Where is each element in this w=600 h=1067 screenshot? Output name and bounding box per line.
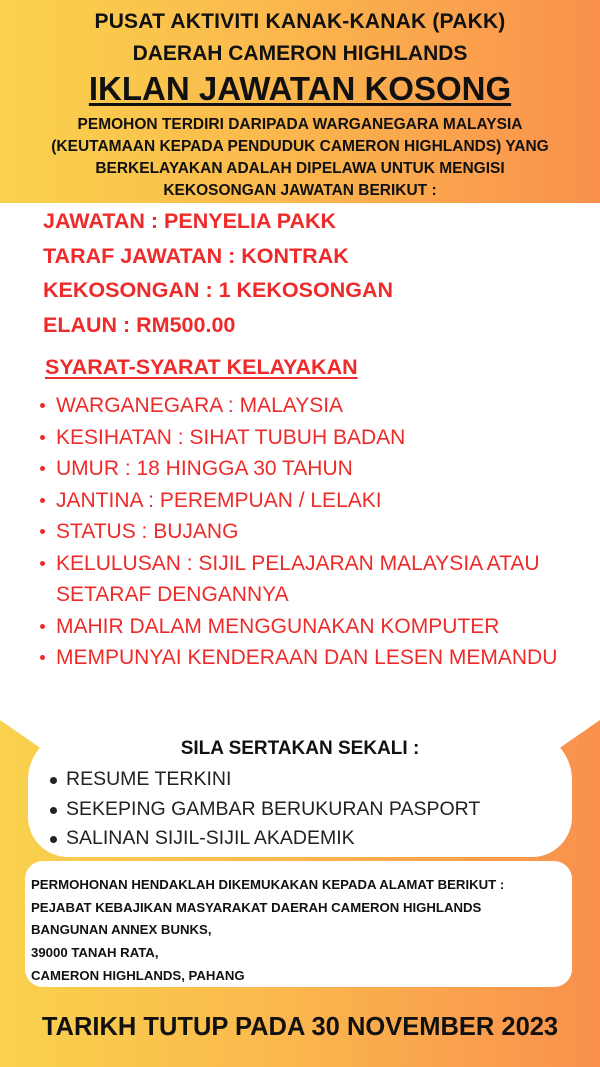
requirement-item: JANTINA : PEREMPUAN / LELAKI <box>40 485 585 517</box>
address-line: PEJABAT KEBAJIKAN MASYARAKAT DAERAH CAMERON HIGHLANDS <box>31 899 482 915</box>
bullet-icon <box>50 836 57 843</box>
requirement-item: KELULUSAN : SIJIL PELAJARAN MALAYSIA ATAU SETARAF DENGANNYA <box>40 548 585 611</box>
attachment-item: SEKEPING GAMBAR BERUKURAN PASPORT <box>48 795 480 825</box>
intro-line: KEKOSONGAN JAWATAN BERIKUT : <box>163 182 437 199</box>
attachments-list <box>48 765 480 854</box>
intro-line: (KEUTAMAAN KEPADA PENDUDUK CAMERON HIGHLANDS) YANG <box>51 138 549 155</box>
district-name: DAERAH CAMERON HIGHLANDS <box>132 42 468 65</box>
bullet-icon <box>40 498 45 503</box>
bullet-icon <box>50 807 57 814</box>
intro-line: PEMOHON TERDIRI DARIPADA WARGANEGARA MALAYSIA <box>77 116 523 133</box>
bullet-icon <box>40 466 45 471</box>
attachment-item: RESUME TERKINI <box>48 765 480 795</box>
job-allowance: ELAUN : RM500.00 <box>43 312 236 337</box>
attachments-title: SILA SERTAKAN SEKALI : <box>180 738 420 759</box>
bullet-icon <box>40 435 45 440</box>
requirement-item: UMUR : 18 HINGGA 30 TAHUN <box>40 453 585 485</box>
job-vacancies: KEKOSONGAN : 1 KEKOSONGAN <box>43 278 394 302</box>
intro-line: BERKELAYAKAN ADALAH DIPELAWA UNTUK MENGISI <box>95 160 505 177</box>
address-line: BANGUNAN ANNEX BUNKS, <box>31 922 212 938</box>
address-line: CAMERON HIGHLANDS, PAHANG <box>31 967 245 983</box>
bullet-icon <box>40 624 45 629</box>
address-line: PERMOHONAN HENDAKLAH DIKEMUKAKAN KEPADA ALAMAT BERIKUT : <box>31 877 505 892</box>
requirement-item: MEMPUNYAI KENDERAAN DAN LESEN MEMANDU <box>40 642 585 674</box>
poster-title: IKLAN JAWATAN KOSONG <box>88 70 512 107</box>
requirements-title: SYARAT-SYARAT KELAYAKAN <box>45 355 358 379</box>
address-line: 39000 TANAH RATA, <box>31 945 159 961</box>
closing-date: TARIKH TUTUP PADA 30 NOVEMBER 2023 <box>41 1013 559 1041</box>
intro-text <box>20 114 580 202</box>
job-details <box>43 206 393 344</box>
requirement-item: WARGANEGARA : MALAYSIA <box>40 390 585 422</box>
requirement-item: KESIHATAN : SIHAT TUBUH BADAN <box>40 422 585 454</box>
bullet-icon <box>50 777 57 784</box>
requirement-item: STATUS : BUJANG <box>40 516 585 548</box>
application-address <box>31 874 504 988</box>
bullet-icon <box>40 655 45 660</box>
job-position: JAWATAN : PENYELIA PAKK <box>43 209 337 233</box>
bullet-icon <box>40 403 45 408</box>
requirement-item: MAHIR DALAM MENGGUNAKAN KOMPUTER <box>40 611 585 643</box>
bullet-icon <box>40 561 45 566</box>
attachment-item: SALINAN SIJIL-SIJIL AKADEMIK <box>48 824 480 854</box>
organization-name: PUSAT AKTIVITI KANAK-KANAK (PAKK) <box>94 10 506 33</box>
bullet-icon <box>40 529 45 534</box>
job-status: TARAF JAWATAN : KONTRAK <box>43 243 349 268</box>
requirements-list <box>40 390 585 674</box>
